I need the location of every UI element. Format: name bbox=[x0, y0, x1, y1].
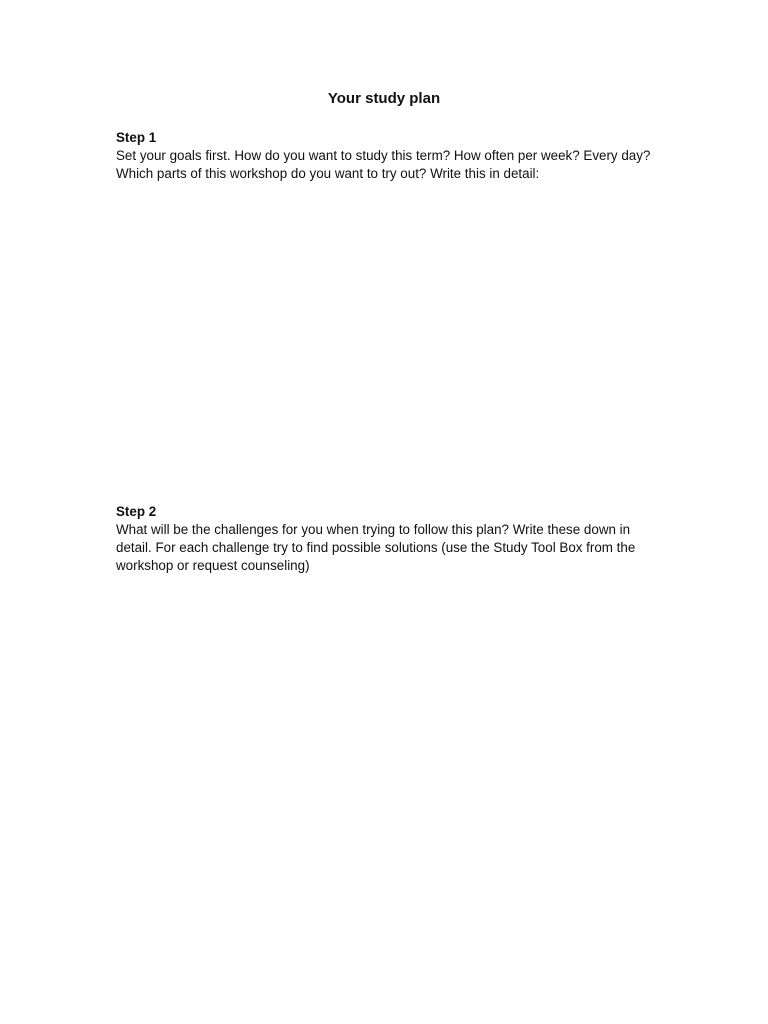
step-1-answer-area[interactable] bbox=[116, 190, 661, 490]
step-1-heading: Step 1 bbox=[116, 130, 157, 145]
step-2-instructions: What will be the challenges for you when trying to follow this plan? Write these down in detail. For each challenge try to find possible solutions (use the Study Tool Box from the workshop or request counseling) bbox=[116, 522, 636, 573]
page-title: Your study plan bbox=[327, 90, 441, 107]
step-2-answer-area[interactable] bbox=[116, 582, 661, 982]
step-1-section bbox=[116, 129, 661, 183]
step-2-heading: Step 2 bbox=[116, 504, 157, 519]
step-2-section bbox=[116, 503, 661, 575]
step-1-instructions: Set your goals first. How do you want to study this term? How often per week? Every day? Which parts of this workshop do you want to try out? Write this in detail: bbox=[116, 148, 651, 181]
